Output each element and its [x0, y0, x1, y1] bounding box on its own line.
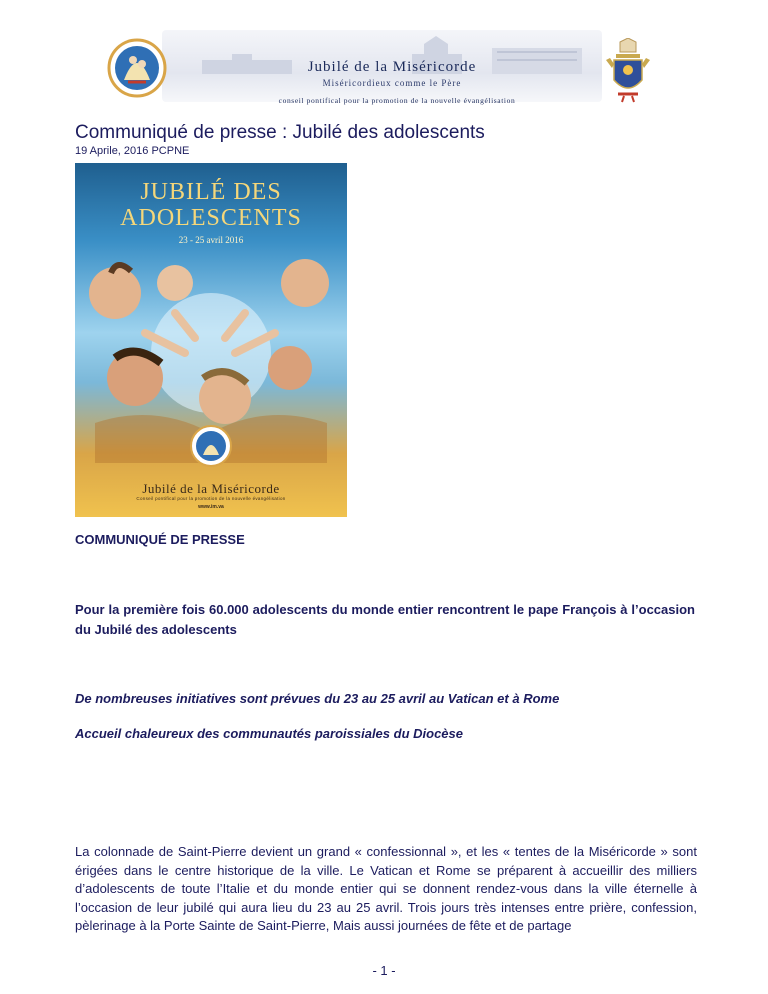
papal-coat-of-arms: [602, 38, 654, 104]
page-header: [92, 28, 676, 110]
poster-title: JUBILÉ DES ADOLESCENTS: [120, 179, 302, 231]
lead-paragraph: Pour la première fois 60.000 adolescents du monde entier rencontrent le pape François à l’occasion du Jubilé des adolescents: [75, 602, 695, 637]
page-number: - 1 -: [372, 963, 396, 978]
section-heading: COMMUNIQUÉ DE PRESSE: [75, 532, 245, 547]
jubilee-logo: [106, 36, 168, 100]
poster-footer-council: Conseil pontifical pour la promotion de la nouvelle évangélisation: [136, 496, 286, 501]
subheading-welcome: Accueil chaleureux des communautés paroissiales du Diocèse: [75, 726, 463, 741]
document-title: Communiqué de presse : Jubilé des adolescents: [75, 122, 485, 143]
header-council: conseil pontifical pour la promotion de la nouvelle évangélisation: [278, 96, 516, 105]
header-subtitle: Miséricordieux comme le Père: [322, 78, 462, 88]
poster-url: www.im.va: [198, 504, 224, 510]
poster-dates: 23 - 25 avril 2016: [178, 235, 244, 245]
body-paragraph: La colonnade de Saint-Pierre devient un grand « confessionnal », et les « tentes de la Miséricorde » sont érigées dans le centre historique de la ville. Le Vatican et Rome se préparent à accueillir des milliers d’adolescents de toute l’Italie et du monde entier qui se donnent rendez-vous dans la ville éternelle à l’occasion de leur jubilé qui aura lieu du 23 au 25 avril. Trois jours très intenses entre prière, confession, pèlerinage à la Porte Sainte de Saint-Pierre, Mais aussi journées de fête et de partage: [75, 844, 697, 933]
subheading-initiatives: De nombreuses initiatives sont prévues du 23 au 25 avril au Vatican et à Rome: [75, 691, 560, 706]
poster-footer-title: Jubilé de la Miséricorde: [142, 481, 280, 496]
event-poster: [75, 163, 347, 517]
header-title: Jubilé de la Miséricorde: [307, 59, 477, 75]
document-date: 19 Aprile, 2016 PCPNE: [75, 145, 190, 157]
